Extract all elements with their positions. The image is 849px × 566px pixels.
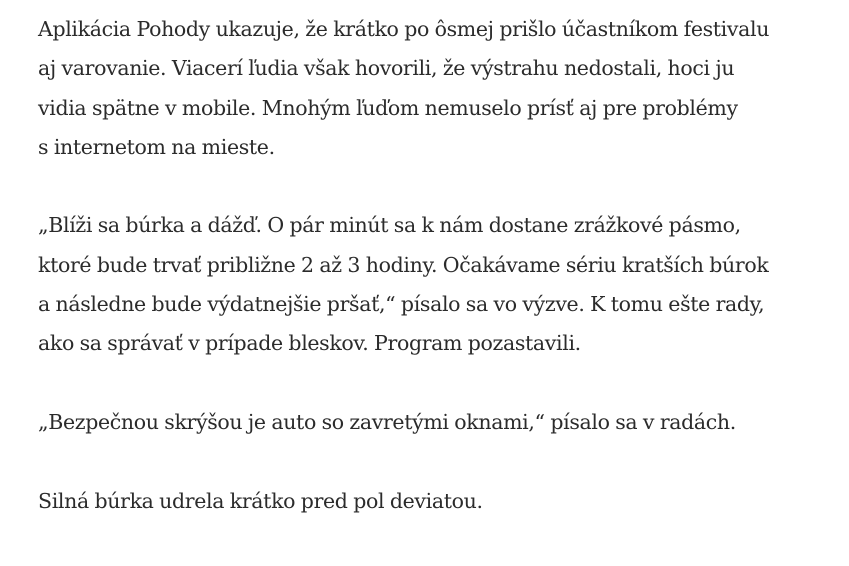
paragraph-storm-hit [38, 482, 828, 521]
text-line: vidia spätne v mobile. Mnohým ľuďom nemuselo prísť aj pre problémy [38, 95, 738, 120]
text-line: s internetom na mieste. [38, 134, 275, 159]
text-line: a následne bude výdatnejšie pršať,“ písalo sa vo výzve. K tomu ešte rady, [38, 292, 765, 317]
text-line: „Bezpečnou skrýšou je auto so zavretými oknami,“ písalo sa v radách. [38, 409, 736, 434]
text-line: Silná búrka udrela krátko pred pol deviatou. [38, 488, 483, 513]
paragraph-festival-app-warning [38, 10, 828, 167]
article-body [38, 10, 828, 560]
text-line: ktoré bude trvať približne 2 až 3 hodiny. Očakávame sériu kratších búrok [38, 252, 769, 277]
text-line: „Blíži sa búrka a dážď. O pár minút sa k nám dostane zrážkové pásmo, [38, 213, 741, 238]
text-line: aj varovanie. Viacerí ľudia však hovorili, že výstrahu nedostali, hoci ju [38, 56, 735, 81]
paragraph-safety-advice [38, 403, 828, 442]
text-line: Aplikácia Pohody ukazuje, že krátko po ôsmej prišlo účastníkom festivalu [38, 17, 770, 41]
text-line: ako sa správať v prípade bleskov. Program pozastavili. [38, 331, 581, 356]
paragraph-storm-quote [38, 206, 828, 363]
